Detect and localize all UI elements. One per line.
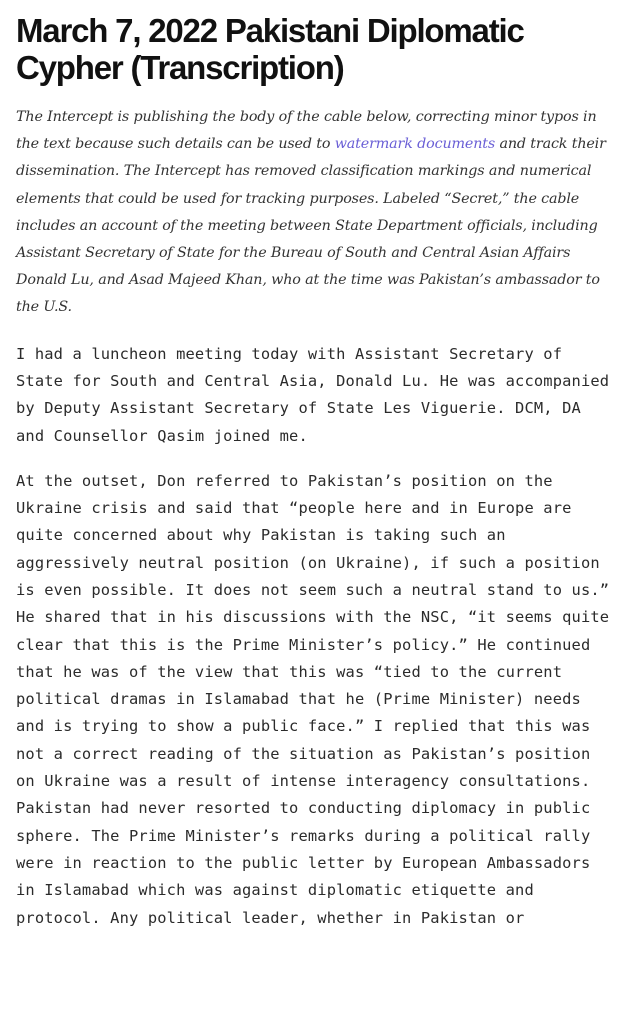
editor-note bbox=[16, 104, 612, 322]
article-title: March 7, 2022 Pakistani Diplomatic Cypher (Transcription) bbox=[16, 12, 524, 86]
cable-paragraph-2: At the outset, Don referred to Pakistan’s position on the Ukraine crisis and said that “people here and in Europe are quite concerned about why Pakistan is taking such an aggressively neutral position (on Ukraine), if such a position is even possible. It does not seem such a neutral stand to us.” He shared that in his discussions with the NSC, “it seems quite clear that this is the Prime Minister’s policy.” He continued that he was of the view that this was “tied to the current political dramas in Islamabad that he (Prime Minister) needs and is trying to show a public face.” I replied that this was not a correct reading of the situation as Pakistan’s position on Ukraine was a result of intense interagency consultations. Pakistan had never resorted to conducting diplomacy in public sphere. The Prime Minister’s remarks during a political rally were in reaction to the public letter by European Ambassadors in Islamabad which was against diplomatic etiquette and protocol. Any political leader, whether in Pakistan or bbox=[16, 471, 610, 927]
article bbox=[16, 12, 612, 950]
editor-note-text-after-link: and track their dissemination. The Intercept has removed classification markings and numerical elements that could be used for tracking purposes. Labeled “Secret,” the cable includes an account of the meeting between State Department officials, including Assistant Secretary of State for the Bureau of South and Central Asian Affairs Donald Lu, and Asad Majeed Khan, who at the time was Pakistan’s ambassador to the U.S. bbox=[16, 136, 606, 316]
cable-paragraph-1: I had a luncheon meeting today with Assistant Secretary of State for South and Central Asia, Donald Lu. He was accompanied by Deputy Assistant Secretary of State Les Viguerie. DCM, DA and Counsellor Qasim joined me. bbox=[16, 344, 610, 445]
watermark-documents-link[interactable]: watermark documents bbox=[334, 136, 496, 153]
editor-note-text-before-link: The Intercept is publishing the body of the cable below, correcting minor typos in the text because such details can be used to bbox=[16, 109, 597, 153]
